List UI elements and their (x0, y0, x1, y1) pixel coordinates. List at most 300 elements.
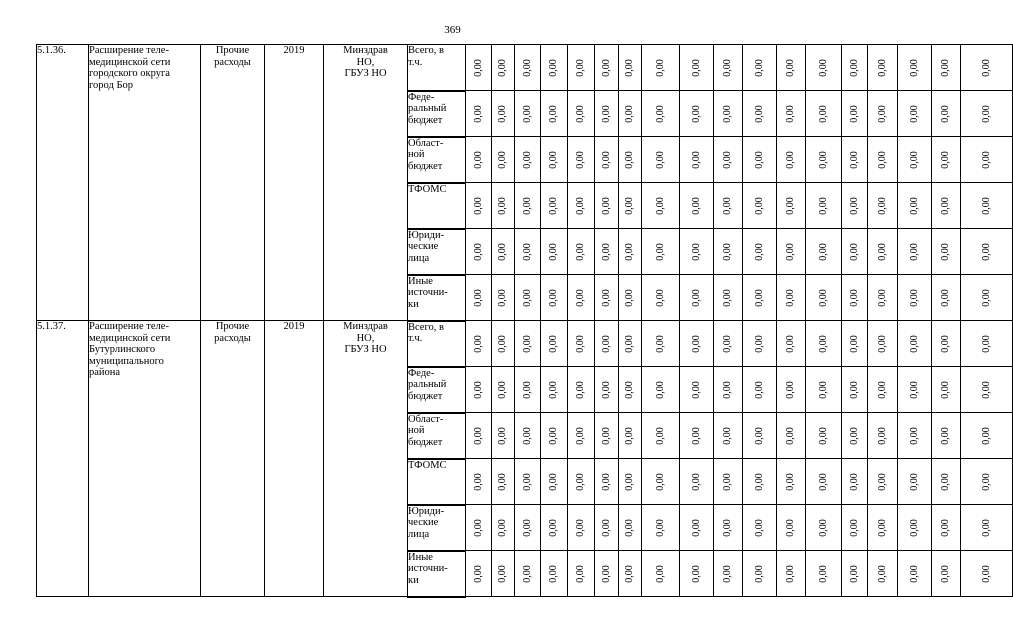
amount-value: 0,00 (940, 518, 951, 537)
amount-value: 0,00 (497, 334, 508, 353)
amount-value: 0,00 (575, 104, 586, 123)
amount-cell (515, 45, 541, 91)
amount-cell (492, 229, 515, 275)
amount-cell (492, 45, 515, 91)
amount-value: 0,00 (654, 150, 666, 169)
amount-value: 0,00 (472, 104, 484, 123)
amount-value: 0,00 (600, 518, 612, 537)
amount-cell (898, 275, 932, 321)
amount-cell (806, 321, 842, 367)
amount-cell (642, 91, 680, 137)
amount-cell (595, 413, 619, 459)
amount-value: 0,00 (876, 564, 888, 583)
amount-value: 0,00 (817, 334, 829, 353)
amount-value: 0,00 (722, 150, 733, 169)
amount-cell (515, 413, 541, 459)
amount-cell (868, 137, 898, 183)
amount-value: 0,00 (521, 472, 533, 491)
amount-cell (619, 413, 642, 459)
amount-value: 0,00 (472, 380, 484, 399)
funding-source-line: Област- (408, 137, 444, 149)
amount-cell (642, 505, 680, 551)
amount-cell (541, 367, 568, 413)
amount-value: 0,00 (785, 426, 796, 445)
amount-cell (619, 367, 642, 413)
amount-value: 0,00 (548, 564, 559, 583)
amount-value: 0,00 (722, 58, 733, 77)
amount-value: 0,00 (575, 150, 586, 169)
amount-value: 0,00 (817, 518, 829, 537)
amount-cell (806, 367, 842, 413)
amount-cell (492, 137, 515, 183)
measure-name (89, 45, 201, 321)
amount-cell (743, 45, 777, 91)
amount-cell (777, 91, 806, 137)
amount-cell (714, 137, 743, 183)
amount-value: 0,00 (472, 518, 484, 537)
amount-value: 0,00 (940, 104, 951, 123)
amount-cell (642, 551, 680, 597)
amount-cell (868, 459, 898, 505)
amount-value: 0,00 (940, 380, 951, 399)
amount-value: 0,00 (817, 564, 829, 583)
amount-cell (680, 183, 714, 229)
amount-cell (642, 367, 680, 413)
amount-value: 0,00 (908, 564, 920, 583)
amount-value: 0,00 (654, 380, 666, 399)
page-number: 369 (444, 24, 461, 36)
amount-cell (932, 505, 961, 551)
amount-value: 0,00 (497, 518, 508, 537)
amount-cell (898, 459, 932, 505)
amount-value: 0,00 (848, 426, 860, 445)
funding-source-line: Всего, в (408, 45, 444, 56)
amount-value: 0,00 (497, 196, 508, 215)
amount-cell (898, 183, 932, 229)
amount-cell (961, 275, 1013, 321)
amount-cell (595, 275, 619, 321)
amount-value: 0,00 (497, 150, 508, 169)
amount-value: 0,00 (908, 242, 920, 261)
amount-value: 0,00 (753, 288, 765, 307)
amount-cell (932, 275, 961, 321)
amount-cell (806, 91, 842, 137)
amount-value: 0,00 (624, 58, 635, 77)
amount-value: 0,00 (690, 196, 702, 215)
amount-cell (932, 459, 961, 505)
amount-cell (868, 229, 898, 275)
funding-source-line: ки (408, 298, 419, 310)
amount-value: 0,00 (600, 288, 612, 307)
amount-value: 0,00 (600, 426, 612, 445)
amount-cell (743, 229, 777, 275)
measure-name (89, 321, 201, 597)
amount-cell (961, 183, 1013, 229)
amount-value: 0,00 (980, 426, 992, 445)
amount-value: 0,00 (753, 518, 765, 537)
amount-value: 0,00 (690, 242, 702, 261)
amount-value: 0,00 (472, 426, 484, 445)
amount-value: 0,00 (908, 472, 920, 491)
amount-value: 0,00 (848, 518, 860, 537)
amount-value: 0,00 (654, 564, 666, 583)
amount-cell (932, 91, 961, 137)
amount-value: 0,00 (817, 472, 829, 491)
amount-value: 0,00 (654, 334, 666, 353)
amount-value: 0,00 (548, 196, 559, 215)
amount-cell (714, 413, 743, 459)
amount-value: 0,00 (848, 380, 860, 399)
amount-cell (842, 367, 868, 413)
amount-value: 0,00 (575, 380, 586, 399)
funding-source-line: Всего, в (408, 321, 444, 333)
amount-cell (842, 551, 868, 597)
funding-source (408, 137, 466, 183)
amount-cell (868, 183, 898, 229)
measure-name-line: городского округа (89, 68, 170, 79)
amount-cell (568, 321, 595, 367)
amount-value: 0,00 (690, 518, 702, 537)
amount-cell (642, 459, 680, 505)
amount-value: 0,00 (908, 58, 920, 77)
amount-cell (842, 413, 868, 459)
amount-cell (743, 183, 777, 229)
amount-value: 0,00 (497, 472, 508, 491)
amount-cell (777, 229, 806, 275)
amount-value: 0,00 (521, 242, 533, 261)
amount-value: 0,00 (817, 380, 829, 399)
amount-value: 0,00 (654, 472, 666, 491)
amount-cell (619, 45, 642, 91)
amount-cell (777, 551, 806, 597)
amount-cell (777, 137, 806, 183)
funding-source-line: т.ч. (408, 333, 423, 344)
amount-value: 0,00 (980, 380, 992, 399)
amount-cell (868, 367, 898, 413)
amount-value: 0,00 (575, 196, 586, 215)
amount-cell (466, 229, 492, 275)
amount-value: 0,00 (940, 196, 951, 215)
funding-source-line: ки (408, 574, 419, 586)
amount-cell (932, 413, 961, 459)
amount-cell (619, 91, 642, 137)
amount-cell (595, 229, 619, 275)
amount-cell (541, 505, 568, 551)
funding-source-line: ческие (408, 241, 439, 252)
amount-value: 0,00 (654, 426, 666, 445)
executor (324, 321, 408, 597)
amount-cell (492, 459, 515, 505)
amount-cell (842, 321, 868, 367)
amount-value: 0,00 (600, 380, 612, 399)
funding-source-line: бюджет (408, 390, 443, 402)
expense-type (201, 45, 265, 321)
amount-value: 0,00 (548, 150, 559, 169)
amount-cell (492, 275, 515, 321)
amount-value: 0,00 (848, 564, 860, 583)
amount-value: 0,00 (624, 426, 635, 445)
measure-name-line: Расширение теле- (89, 321, 169, 332)
amount-cell (898, 91, 932, 137)
amount-cell (568, 551, 595, 597)
amount-cell (932, 321, 961, 367)
amount-value: 0,00 (876, 334, 888, 353)
amount-cell (868, 413, 898, 459)
funding-source-line: Феде- (408, 367, 435, 379)
amount-cell (714, 321, 743, 367)
amount-cell (714, 551, 743, 597)
amount-cell (492, 367, 515, 413)
amount-value: 0,00 (654, 104, 666, 123)
amount-value: 0,00 (521, 104, 533, 123)
amount-value: 0,00 (472, 564, 484, 583)
funding-source-line: ральный (408, 379, 447, 390)
amount-cell (680, 229, 714, 275)
amount-value: 0,00 (908, 196, 920, 215)
amount-cell (595, 459, 619, 505)
amount-cell (642, 229, 680, 275)
amount-cell (595, 367, 619, 413)
amount-cell (743, 137, 777, 183)
amount-cell (961, 321, 1013, 367)
amount-value: 0,00 (908, 426, 920, 445)
amount-cell (541, 321, 568, 367)
funding-source (408, 321, 466, 367)
amount-value: 0,00 (908, 380, 920, 399)
amount-value: 0,00 (785, 380, 796, 399)
amount-cell (961, 413, 1013, 459)
funding-source-line: Юриди- (408, 229, 445, 241)
funding-source (408, 413, 466, 459)
amount-value: 0,00 (690, 104, 702, 123)
amount-cell (680, 137, 714, 183)
funding-source-line: Иные (408, 275, 433, 287)
amount-value: 0,00 (472, 472, 484, 491)
amount-value: 0,00 (600, 564, 612, 583)
amount-cell (842, 91, 868, 137)
amount-cell (806, 413, 842, 459)
amount-value: 0,00 (472, 334, 484, 353)
amount-value: 0,00 (575, 472, 586, 491)
amount-value: 0,00 (548, 380, 559, 399)
amount-cell (806, 229, 842, 275)
amount-value: 0,00 (575, 58, 586, 77)
amount-cell (619, 229, 642, 275)
amount-value: 0,00 (624, 150, 635, 169)
amount-value: 0,00 (575, 518, 586, 537)
amount-value: 0,00 (575, 564, 586, 583)
amount-cell (515, 321, 541, 367)
amount-value: 0,00 (753, 380, 765, 399)
amount-cell (642, 275, 680, 321)
amount-value: 0,00 (722, 380, 733, 399)
amount-cell (466, 321, 492, 367)
amount-value: 0,00 (876, 518, 888, 537)
amount-value: 0,00 (548, 472, 559, 491)
amount-value: 0,00 (624, 242, 635, 261)
year: 2019 (265, 321, 324, 597)
amount-value: 0,00 (980, 58, 992, 77)
amount-cell (492, 183, 515, 229)
executor-line: ГБУЗ НО (344, 68, 387, 79)
amount-value: 0,00 (940, 58, 951, 77)
amount-cell (595, 45, 619, 91)
amount-cell (619, 275, 642, 321)
amount-value: 0,00 (980, 518, 992, 537)
amount-value: 0,00 (722, 196, 733, 215)
amount-cell (714, 45, 743, 91)
amount-value: 0,00 (980, 288, 992, 307)
amount-cell (541, 459, 568, 505)
funding-source (408, 459, 466, 505)
executor-line: Минздрав (343, 45, 388, 56)
amount-value: 0,00 (472, 150, 484, 169)
amount-cell (898, 505, 932, 551)
amount-cell (868, 45, 898, 91)
amount-value: 0,00 (548, 58, 559, 77)
amount-cell (466, 551, 492, 597)
amount-value: 0,00 (980, 564, 992, 583)
amount-cell (541, 275, 568, 321)
amount-value: 0,00 (753, 334, 765, 353)
measure-name-line: Расширение теле- (89, 45, 169, 56)
amount-cell (743, 551, 777, 597)
expense-type-line: Прочие (215, 321, 250, 332)
amount-cell (466, 137, 492, 183)
amount-cell (680, 45, 714, 91)
amount-value: 0,00 (521, 334, 533, 353)
amount-value: 0,00 (497, 288, 508, 307)
amount-value: 0,00 (753, 58, 765, 77)
amount-cell (868, 505, 898, 551)
amount-value: 0,00 (690, 288, 702, 307)
amount-cell (515, 551, 541, 597)
amount-cell (714, 459, 743, 505)
amount-value: 0,00 (980, 104, 992, 123)
amount-cell (743, 459, 777, 505)
amount-value: 0,00 (472, 196, 484, 215)
amount-cell (619, 459, 642, 505)
funding-source-line: ТФОМС (408, 183, 447, 195)
amount-value: 0,00 (548, 104, 559, 123)
amount-value: 0,00 (753, 564, 765, 583)
amount-cell (492, 413, 515, 459)
amount-value: 0,00 (817, 242, 829, 261)
amount-value: 0,00 (817, 426, 829, 445)
funding-source-line: источни- (408, 563, 448, 574)
amount-value: 0,00 (753, 426, 765, 445)
amount-cell (932, 45, 961, 91)
amount-value: 0,00 (548, 518, 559, 537)
amount-value: 0,00 (497, 564, 508, 583)
amount-cell (932, 183, 961, 229)
amount-cell (515, 367, 541, 413)
amount-cell (842, 459, 868, 505)
funding-source-line: ральный (408, 103, 447, 114)
amount-value: 0,00 (472, 242, 484, 261)
amount-value: 0,00 (690, 334, 702, 353)
amount-cell (568, 505, 595, 551)
amount-value: 0,00 (753, 196, 765, 215)
amount-value: 0,00 (817, 288, 829, 307)
amount-value: 0,00 (785, 288, 796, 307)
amount-cell (842, 137, 868, 183)
amount-cell (619, 183, 642, 229)
amount-cell (842, 275, 868, 321)
amount-value: 0,00 (548, 242, 559, 261)
amount-cell (806, 183, 842, 229)
amount-cell (961, 229, 1013, 275)
amount-cell (642, 137, 680, 183)
amount-cell (642, 321, 680, 367)
amount-cell (932, 137, 961, 183)
amount-value: 0,00 (624, 380, 635, 399)
amount-value: 0,00 (980, 334, 992, 353)
amount-value: 0,00 (600, 104, 612, 123)
amount-value: 0,00 (497, 426, 508, 445)
amount-value: 0,00 (575, 242, 586, 261)
amount-cell (777, 45, 806, 91)
amount-value: 0,00 (785, 472, 796, 491)
amount-value: 0,00 (521, 380, 533, 399)
amount-value: 0,00 (980, 472, 992, 491)
amount-value: 0,00 (940, 564, 951, 583)
amount-cell (680, 459, 714, 505)
amount-cell (714, 183, 743, 229)
amount-value: 0,00 (817, 104, 829, 123)
table-row (37, 45, 1013, 91)
amount-cell (595, 183, 619, 229)
amount-cell (568, 459, 595, 505)
funding-source-line: бюджет (408, 436, 443, 448)
amount-cell (806, 45, 842, 91)
amount-cell (714, 275, 743, 321)
amount-cell (842, 45, 868, 91)
amount-value: 0,00 (785, 104, 796, 123)
amount-value: 0,00 (848, 334, 860, 353)
amount-cell (777, 413, 806, 459)
expense-type-line: Прочие (215, 45, 250, 56)
amount-cell (806, 275, 842, 321)
amount-value: 0,00 (722, 242, 733, 261)
amount-cell (492, 91, 515, 137)
amount-cell (961, 459, 1013, 505)
amount-value: 0,00 (624, 288, 635, 307)
amount-value: 0,00 (722, 472, 733, 491)
funding-source (408, 367, 466, 413)
funding-source (408, 275, 466, 321)
amount-cell (619, 137, 642, 183)
amount-cell (619, 505, 642, 551)
amount-cell (568, 229, 595, 275)
amount-cell (961, 551, 1013, 597)
amount-value: 0,00 (472, 288, 484, 307)
amount-value: 0,00 (980, 242, 992, 261)
amount-cell (568, 275, 595, 321)
amount-cell (541, 183, 568, 229)
amount-value: 0,00 (753, 242, 765, 261)
amount-value: 0,00 (817, 196, 829, 215)
funding-source (408, 229, 466, 275)
funding-source-line: т.ч. (408, 56, 423, 68)
amount-cell (743, 367, 777, 413)
amount-value: 0,00 (848, 196, 860, 215)
amount-value: 0,00 (980, 150, 992, 169)
amount-cell (961, 505, 1013, 551)
amount-value: 0,00 (722, 564, 733, 583)
amount-value: 0,00 (876, 472, 888, 491)
amount-value: 0,00 (521, 196, 533, 215)
